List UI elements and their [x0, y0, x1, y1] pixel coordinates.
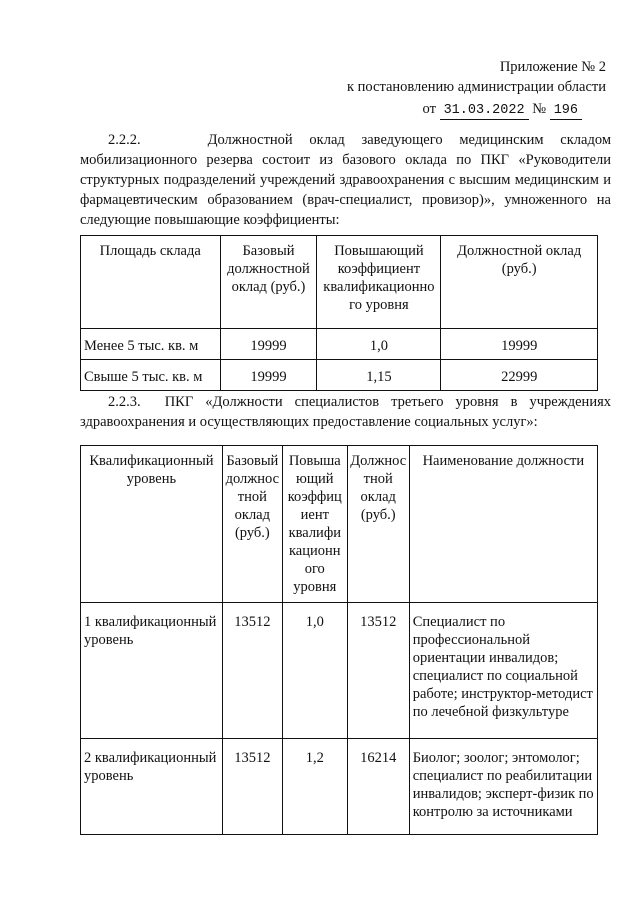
column-header: Повышающий коэффициент квалификационно го уровня [317, 236, 441, 329]
table-header-row [81, 236, 598, 329]
table-cell: 2 квалификационный уровень [81, 739, 223, 835]
paragraph-2-2-2 [80, 130, 611, 230]
table-cell: 1,0 [317, 329, 441, 360]
appendix-title: Приложение № 2 [499, 59, 606, 75]
table-cell: 1 квалификационный уровень [81, 603, 223, 739]
column-header: Базовый должнос тной оклад (руб.) [222, 446, 282, 603]
table-cell: Менее 5 тыс. кв. м [81, 329, 221, 360]
section-text: Должностной оклад заведующего медицинским складом мобилизационного резерва состоит из базового оклада по ПКГ «Руководители структурных подразделений учреждений здравоохранения с высшим медицинским и фармацевтическим образованием (врач-специалист, провизор)», умноженного на следующие повышающие коэффициенты: [80, 132, 611, 228]
table-cell: 1,15 [317, 360, 441, 391]
decree-number: 196 [550, 103, 582, 120]
table-cell: Биолог; зоолог; энтомолог; специалист по реабилитации инвалидов; эксперт-физик по контролю за источниками [409, 739, 597, 835]
column-header: Должностной оклад (руб.) [441, 236, 598, 329]
column-header: Наименование должности [409, 446, 597, 603]
salary-table-warehouse [80, 235, 598, 391]
table-cell: Специалист по профессиональной ориентации инвалидов; специалист по социальной работе; инструктор-методист по лечебной физкультуре [409, 603, 597, 739]
salary-table-specialists [80, 445, 598, 835]
column-header: Площадь склада [81, 236, 221, 329]
table-row [81, 329, 598, 360]
table-cell: 13512 [222, 739, 282, 835]
column-header: Базовый должностной оклад (руб.) [220, 236, 317, 329]
table-cell: 19999 [220, 360, 317, 391]
table-row [81, 603, 598, 739]
section-number: 2.2.2. [108, 132, 141, 148]
section-text: ПКГ «Должности специалистов третьего уровня в учреждениях здравоохранения и осуществляющих предоставление социальных услуг»: [80, 394, 611, 430]
table-cell: 1,2 [282, 739, 347, 835]
table-cell: 22999 [441, 360, 598, 391]
paragraph-2-2-3 [80, 392, 611, 432]
column-header: Повыша ющий коэффиц иент квалифи кационн ого уровня [282, 446, 347, 603]
table-cell: 19999 [220, 329, 317, 360]
column-header: Должнос тной оклад (руб.) [347, 446, 409, 603]
table-row [81, 739, 598, 835]
table-cell: 16214 [347, 739, 409, 835]
table-cell: Свыше 5 тыс. кв. м [81, 360, 221, 391]
decree-date: 31.03.2022 [440, 103, 529, 120]
table-cell: 13512 [347, 603, 409, 739]
date-prefix: от [422, 101, 436, 117]
number-prefix: № [532, 101, 547, 117]
table-header-row [81, 446, 598, 603]
table-row [81, 360, 598, 391]
decree-date-number [423, 100, 582, 120]
column-header: Квалификационный уровень [81, 446, 223, 603]
section-number: 2.2.3. [108, 394, 141, 410]
table-cell: 19999 [441, 329, 598, 360]
appendix-subtitle: к постановлению администрации области [346, 79, 606, 95]
table-cell: 1,0 [282, 603, 347, 739]
table-cell: 13512 [222, 603, 282, 739]
